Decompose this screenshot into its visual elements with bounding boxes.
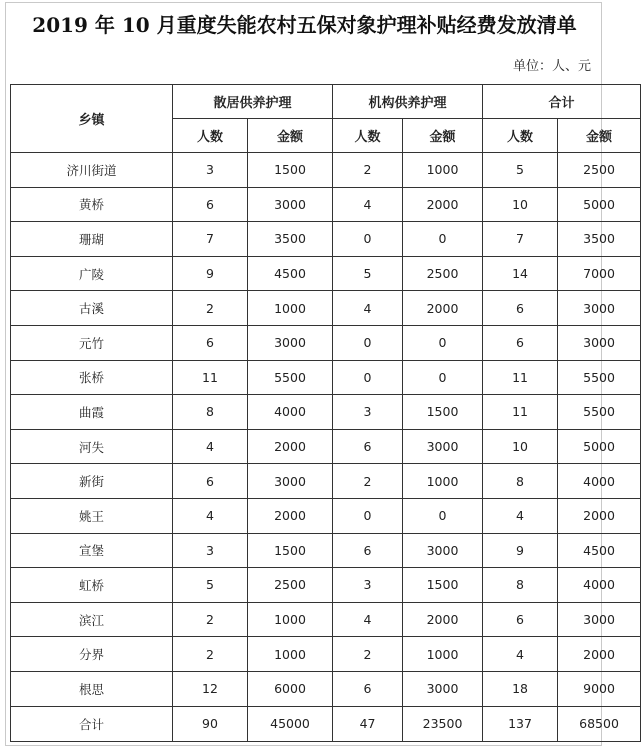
table-row	[11, 637, 641, 672]
cell-institution-amount: 1500	[403, 395, 483, 430]
cell-scattered-amount: 3000	[248, 187, 333, 222]
cell-town: 姚王	[11, 498, 173, 533]
cell-scattered-people: 2	[173, 637, 248, 672]
cell-scattered-people: 4	[173, 498, 248, 533]
cell-scattered-amount: 6000	[248, 671, 333, 706]
cell-total-people: 4	[483, 498, 558, 533]
cell-total-amount: 3000	[558, 325, 641, 360]
cell-scattered-amount: 3500	[248, 222, 333, 257]
cell-scattered-people: 6	[173, 325, 248, 360]
table-row	[11, 256, 641, 291]
cell-institution-people: 0	[333, 498, 403, 533]
cell-total-people: 8	[483, 464, 558, 499]
cell-institution-amount: 23500	[403, 706, 483, 741]
cell-scattered-amount: 1000	[248, 602, 333, 637]
cell-scattered-amount: 3000	[248, 325, 333, 360]
cell-institution-people: 4	[333, 291, 403, 326]
header-people: 人数	[483, 119, 558, 153]
cell-institution-amount: 2000	[403, 291, 483, 326]
table-row	[11, 395, 641, 430]
cell-institution-amount: 2000	[403, 187, 483, 222]
cell-scattered-amount: 1500	[248, 153, 333, 188]
cell-total-amount: 5000	[558, 429, 641, 464]
cell-total-people: 10	[483, 187, 558, 222]
cell-institution-people: 3	[333, 568, 403, 603]
cell-scattered-people: 3	[173, 533, 248, 568]
table-row	[11, 671, 641, 706]
cell-town: 古溪	[11, 291, 173, 326]
cell-total-people: 6	[483, 602, 558, 637]
cell-scattered-amount: 2000	[248, 429, 333, 464]
cell-total-people: 6	[483, 291, 558, 326]
cell-scattered-people: 6	[173, 464, 248, 499]
cell-town: 张桥	[11, 360, 173, 395]
table-row	[11, 464, 641, 499]
table-row	[11, 498, 641, 533]
table-row	[11, 325, 641, 360]
cell-total-people: 137	[483, 706, 558, 741]
cell-institution-amount: 1000	[403, 153, 483, 188]
table-row	[11, 222, 641, 257]
cell-scattered-people: 7	[173, 222, 248, 257]
cell-town: 新街	[11, 464, 173, 499]
table-row	[11, 429, 641, 464]
cell-scattered-amount: 2000	[248, 498, 333, 533]
cell-town: 曲霞	[11, 395, 173, 430]
cell-town: 广陵	[11, 256, 173, 291]
cell-total-amount: 4500	[558, 533, 641, 568]
document-sheet	[5, 2, 619, 746]
cell-scattered-amount: 3000	[248, 464, 333, 499]
cell-town: 滨江	[11, 602, 173, 637]
subsidy-table	[10, 84, 641, 742]
cell-total-people: 7	[483, 222, 558, 257]
header-total: 合计	[483, 85, 641, 119]
cell-institution-people: 0	[333, 360, 403, 395]
cell-total-amount: 9000	[558, 671, 641, 706]
cell-town: 珊瑚	[11, 222, 173, 257]
table-body	[11, 153, 641, 742]
cell-total-people: 11	[483, 395, 558, 430]
header-people: 人数	[173, 119, 248, 153]
header-town: 乡镇	[11, 85, 173, 153]
cell-total-people: 8	[483, 568, 558, 603]
cell-institution-people: 0	[333, 222, 403, 257]
table-row	[11, 153, 641, 188]
cell-scattered-people: 8	[173, 395, 248, 430]
table-row	[11, 360, 641, 395]
cell-scattered-people: 12	[173, 671, 248, 706]
cell-institution-amount: 1000	[403, 637, 483, 672]
cell-scattered-people: 4	[173, 429, 248, 464]
cell-total-amount: 7000	[558, 256, 641, 291]
cell-total-people: 9	[483, 533, 558, 568]
cell-scattered-people: 9	[173, 256, 248, 291]
cell-total-amount: 5500	[558, 395, 641, 430]
cell-town: 黄桥	[11, 187, 173, 222]
table-row	[11, 568, 641, 603]
cell-scattered-people: 11	[173, 360, 248, 395]
cell-total-people: 4	[483, 637, 558, 672]
cell-total-amount: 5500	[558, 360, 641, 395]
cell-town: 宣堡	[11, 533, 173, 568]
cell-scattered-people: 2	[173, 291, 248, 326]
cell-scattered-amount: 45000	[248, 706, 333, 741]
cell-institution-amount: 1000	[403, 464, 483, 499]
cell-scattered-amount: 1000	[248, 291, 333, 326]
header-amount: 金额	[403, 119, 483, 153]
cell-institution-people: 6	[333, 429, 403, 464]
cell-institution-people: 2	[333, 153, 403, 188]
cell-scattered-amount: 5500	[248, 360, 333, 395]
cell-total-amount: 3500	[558, 222, 641, 257]
cell-total-amount: 4000	[558, 568, 641, 603]
cell-town: 合计	[11, 706, 173, 741]
cell-institution-amount: 0	[403, 360, 483, 395]
cell-institution-people: 2	[333, 637, 403, 672]
table-row	[11, 533, 641, 568]
cell-institution-amount: 3000	[403, 429, 483, 464]
cell-institution-amount: 2000	[403, 602, 483, 637]
header-institution-care: 机构供养护理	[333, 85, 483, 119]
header-scattered-care: 散居供养护理	[173, 85, 333, 119]
cell-total-people: 11	[483, 360, 558, 395]
cell-total-people: 6	[483, 325, 558, 360]
header-amount: 金额	[558, 119, 641, 153]
header-amount: 金额	[248, 119, 333, 153]
cell-total-amount: 68500	[558, 706, 641, 741]
cell-scattered-amount: 4500	[248, 256, 333, 291]
cell-town: 元竹	[11, 325, 173, 360]
cell-institution-people: 4	[333, 602, 403, 637]
cell-institution-people: 6	[333, 671, 403, 706]
cell-institution-people: 47	[333, 706, 403, 741]
cell-total-people: 10	[483, 429, 558, 464]
cell-scattered-people: 5	[173, 568, 248, 603]
cell-total-people: 18	[483, 671, 558, 706]
cell-scattered-amount: 1500	[248, 533, 333, 568]
cell-town: 分界	[11, 637, 173, 672]
cell-scattered-amount: 2500	[248, 568, 333, 603]
table-row	[11, 602, 641, 637]
cell-town: 虹桥	[11, 568, 173, 603]
cell-institution-amount: 0	[403, 325, 483, 360]
cell-institution-people: 0	[333, 325, 403, 360]
cell-scattered-people: 2	[173, 602, 248, 637]
cell-total-people: 14	[483, 256, 558, 291]
cell-scattered-amount: 1000	[248, 637, 333, 672]
cell-institution-amount: 3000	[403, 533, 483, 568]
cell-institution-people: 3	[333, 395, 403, 430]
cell-town: 济川街道	[11, 153, 173, 188]
cell-town: 根思	[11, 671, 173, 706]
cell-total-amount: 2500	[558, 153, 641, 188]
cell-total-amount: 2000	[558, 498, 641, 533]
cell-institution-people: 4	[333, 187, 403, 222]
cell-total-amount: 3000	[558, 291, 641, 326]
cell-institution-people: 2	[333, 464, 403, 499]
cell-institution-amount: 0	[403, 222, 483, 257]
unit-note: 单位：人、元	[512, 59, 591, 74]
cell-scattered-amount: 4000	[248, 395, 333, 430]
page-title: 2019 年 10 月重度失能农村五保对象护理补贴经费发放清单	[32, 13, 577, 37]
header-row-1	[11, 85, 641, 119]
cell-scattered-people: 90	[173, 706, 248, 741]
cell-institution-amount: 1500	[403, 568, 483, 603]
cell-total-amount: 3000	[558, 602, 641, 637]
cell-total-amount: 4000	[558, 464, 641, 499]
cell-institution-amount: 0	[403, 498, 483, 533]
cell-total-people: 5	[483, 153, 558, 188]
header-people: 人数	[333, 119, 403, 153]
table-row	[11, 291, 641, 326]
cell-scattered-people: 3	[173, 153, 248, 188]
cell-town: 河失	[11, 429, 173, 464]
cell-institution-people: 5	[333, 256, 403, 291]
cell-institution-amount: 3000	[403, 671, 483, 706]
cell-total-amount: 2000	[558, 637, 641, 672]
cell-total-amount: 5000	[558, 187, 641, 222]
table-row	[11, 187, 641, 222]
cell-institution-people: 6	[333, 533, 403, 568]
total-row	[11, 706, 641, 741]
cell-institution-amount: 2500	[403, 256, 483, 291]
cell-scattered-people: 6	[173, 187, 248, 222]
